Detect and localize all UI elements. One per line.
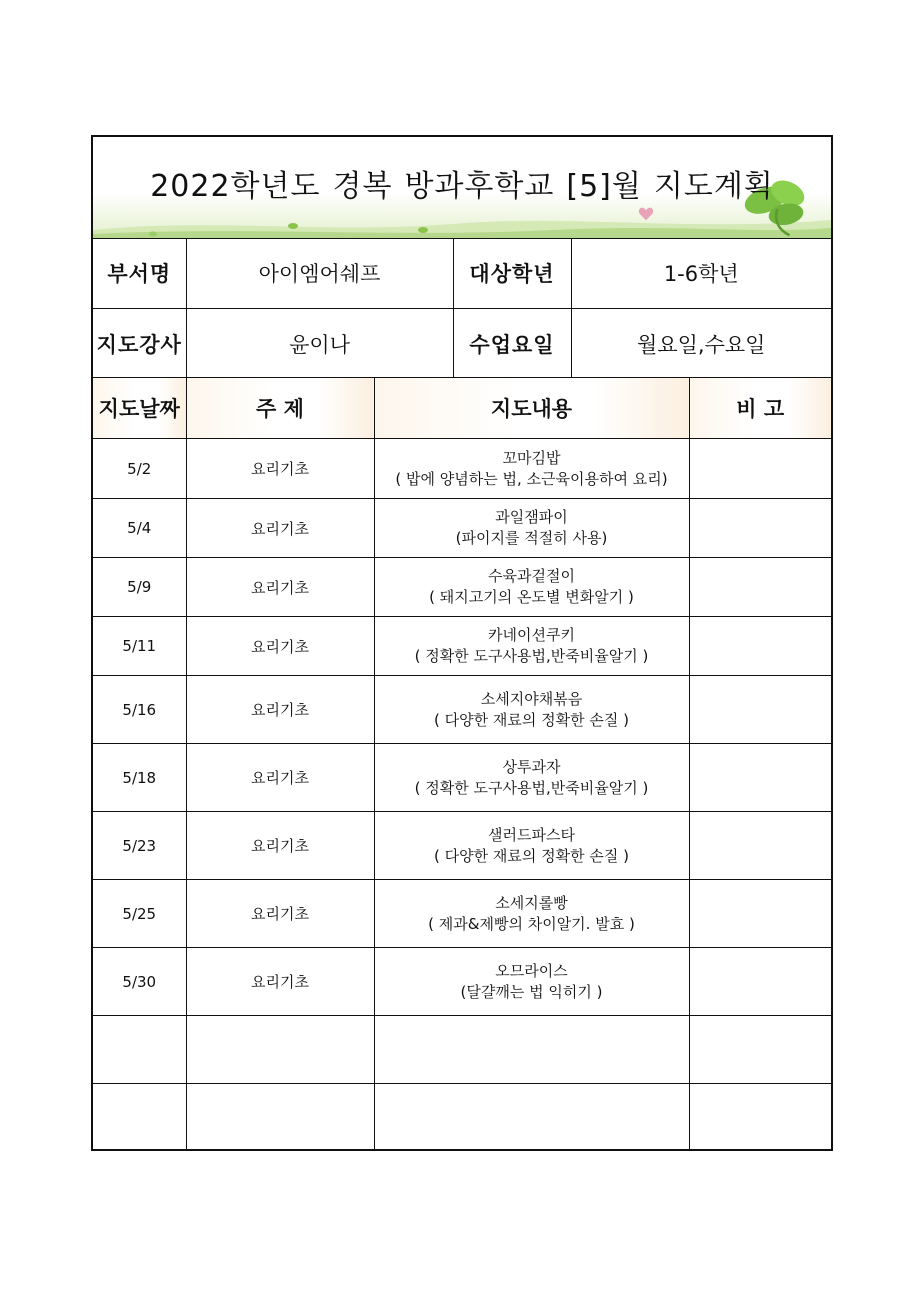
- plan-header-row: [93, 378, 831, 439]
- table-row: [93, 676, 831, 744]
- table-row: [93, 880, 831, 948]
- header-topic: 주 제: [186, 378, 374, 439]
- table-row: [93, 439, 831, 499]
- row-date: 5/9: [93, 558, 186, 617]
- info-table: [93, 238, 831, 380]
- row-date: 5/18: [93, 744, 186, 812]
- title-band: [93, 137, 831, 239]
- content-detail: (파이지를 적절히 사용): [455, 529, 608, 547]
- row-topic: 요리기초: [186, 948, 374, 1016]
- row-content: [374, 617, 689, 676]
- content-detail: ( 제과&제빵의 차이알기. 발효 ): [428, 914, 635, 933]
- content-title: 소세지야채볶음: [480, 689, 583, 708]
- row-topic: 요리기초: [186, 880, 374, 948]
- content-detail: ( 정확한 도구사용법,반죽비율알기 ): [414, 778, 649, 797]
- row-note: [689, 617, 831, 676]
- table-row: [93, 499, 831, 558]
- row-date: 5/25: [93, 880, 186, 948]
- title-program: 방과후학교: [404, 169, 555, 204]
- row-date: 5/23: [93, 812, 186, 880]
- table-row: [93, 812, 831, 880]
- row-content: [374, 1084, 689, 1150]
- day-label: 수업요일: [453, 309, 571, 380]
- page-title: [93, 161, 831, 205]
- title-year: 2022학년도: [150, 169, 321, 204]
- title-school: 경복: [332, 169, 393, 204]
- grade-label: 대상학년: [453, 238, 571, 309]
- content-title: 꼬마김밥: [502, 448, 561, 467]
- row-content: [374, 676, 689, 744]
- row-date: 5/2: [93, 439, 186, 499]
- row-date: 5/16: [93, 676, 186, 744]
- table-row: [93, 948, 831, 1016]
- content-detail: ( 다양한 재료의 정확한 손질 ): [434, 846, 629, 865]
- row-topic: 요리기초: [186, 812, 374, 880]
- header-note: 비 고: [689, 378, 831, 439]
- dept-value: 아이엠어쉐프: [186, 238, 453, 309]
- row-topic: 요리기초: [186, 499, 374, 558]
- title-plan: 지도계획: [653, 169, 774, 204]
- row-topic: [186, 1016, 374, 1084]
- row-note: [689, 744, 831, 812]
- content-detail: (달걀깨는 법 익히기 ): [460, 982, 603, 1001]
- row-note: [689, 948, 831, 1016]
- heart-icon: [638, 207, 654, 221]
- content-title: 상투과자: [502, 757, 561, 776]
- content-detail: ( 정확한 도구사용법,반죽비율알기 ): [414, 647, 649, 665]
- row-content: [374, 744, 689, 812]
- plan-table: [93, 377, 831, 1150]
- content-title: 카네이션쿠키: [488, 626, 575, 644]
- grade-value: 1-6학년: [571, 238, 831, 309]
- row-note: [689, 812, 831, 880]
- row-topic: 요리기초: [186, 558, 374, 617]
- content-detail: ( 밥에 양념하는 법, 소근육이용하여 요리): [395, 469, 668, 488]
- row-content: [374, 812, 689, 880]
- table-row: [93, 1016, 831, 1084]
- row-date: [93, 1084, 186, 1150]
- table-row: [93, 617, 831, 676]
- row-note: [689, 1016, 831, 1084]
- content-title: 과일잼파이: [495, 508, 568, 526]
- row-topic: 요리기초: [186, 439, 374, 499]
- day-value: 월요일,수요일: [571, 309, 831, 380]
- row-content: [374, 499, 689, 558]
- content-title: 샐러드파스타: [488, 825, 575, 844]
- info-row-dept: [93, 238, 831, 309]
- table-row: [93, 558, 831, 617]
- row-topic: [186, 1084, 374, 1150]
- info-row-teacher: [93, 309, 831, 380]
- row-note: [689, 499, 831, 558]
- content-detail: ( 돼지고기의 온도별 변화알기 ): [429, 588, 634, 606]
- content-title: 수육과겉절이: [488, 567, 575, 585]
- row-content: [374, 439, 689, 499]
- title-month: [5]월: [566, 169, 642, 204]
- teacher-value: 윤이나: [186, 309, 453, 380]
- content-detail: ( 다양한 재료의 정확한 손질 ): [434, 710, 629, 729]
- content-title: 오므라이스: [495, 961, 568, 980]
- row-content: [374, 948, 689, 1016]
- row-note: [689, 439, 831, 499]
- row-note: [689, 676, 831, 744]
- row-content: [374, 558, 689, 617]
- content-title: 소세지롤빵: [495, 893, 568, 912]
- row-topic: 요리기초: [186, 617, 374, 676]
- row-date: [93, 1016, 186, 1084]
- header-date: 지도날짜: [93, 378, 186, 439]
- table-row: [93, 744, 831, 812]
- row-note: [689, 1084, 831, 1150]
- row-note: [689, 558, 831, 617]
- header-content: 지도내용: [374, 378, 689, 439]
- row-topic: 요리기초: [186, 744, 374, 812]
- table-row: [93, 1084, 831, 1150]
- row-note: [689, 880, 831, 948]
- row-content: [374, 1016, 689, 1084]
- row-date: 5/11: [93, 617, 186, 676]
- dept-label: 부서명: [93, 238, 186, 309]
- row-topic: 요리기초: [186, 676, 374, 744]
- plan-sheet: [91, 135, 833, 1151]
- row-date: 5/4: [93, 499, 186, 558]
- teacher-label: 지도강사: [93, 309, 186, 380]
- row-content: [374, 880, 689, 948]
- row-date: 5/30: [93, 948, 186, 1016]
